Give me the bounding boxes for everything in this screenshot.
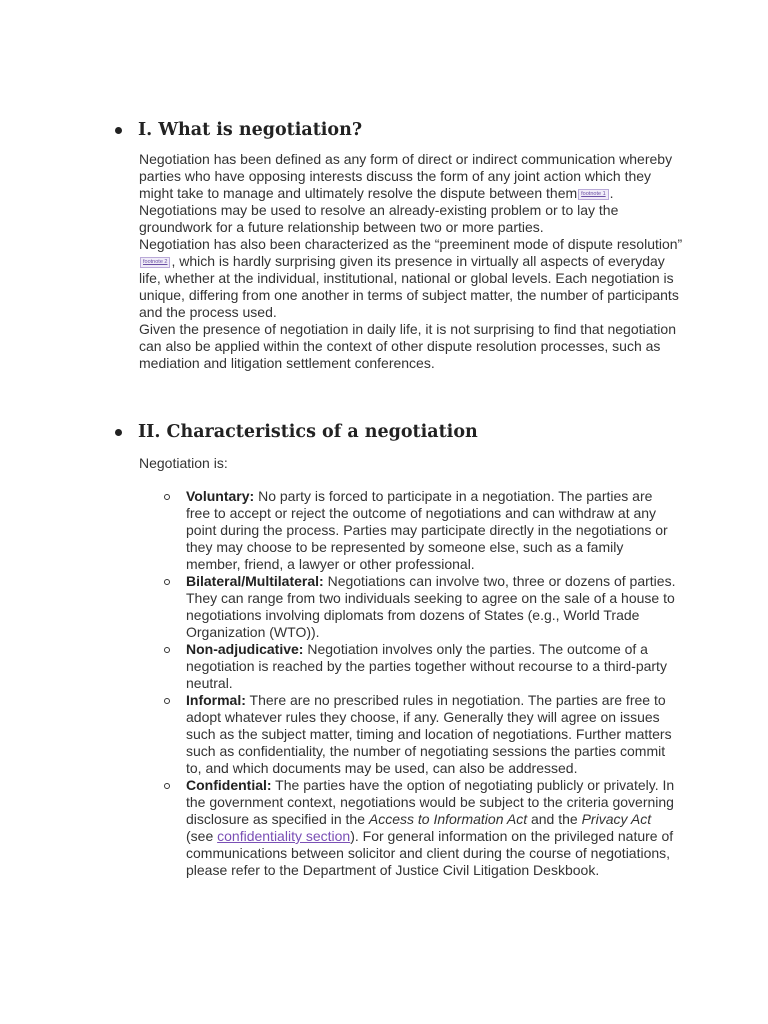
act-name: Access to Information Act	[368, 811, 528, 827]
item-description: (see	[186, 828, 218, 844]
act-name: Privacy Act	[581, 811, 652, 827]
list-item-text	[186, 573, 676, 641]
item-term: Non-adjudicative:	[186, 641, 304, 657]
footnote-link[interactable]: footnote 2	[140, 257, 170, 268]
paragraph-text: , which is hardly surprising given its presence in virtually all aspects of everyday life, whether at the individual, institutional, national or global levels. Each negotiation is unique, differing from one another in terms of subject matter, the number of participants and the process used.	[139, 253, 679, 320]
paragraph-text: . Negotiations may be used to resolve an already-existing problem or to lay the groundwork for a future relationship between two or more parties.	[139, 185, 619, 235]
section-heading: II. Characteristics of a negotiation	[138, 422, 478, 442]
list-item	[0, 573, 768, 641]
section-what-is-negotiation	[0, 118, 768, 371]
item-term: Confidential:	[186, 777, 272, 793]
section-body	[139, 151, 684, 372]
section-heading-row	[0, 420, 768, 446]
characteristics-list	[0, 488, 768, 879]
list-item-text	[186, 488, 676, 573]
item-description: There are no prescribed rules in negotiation. The parties are free to adopt whatever rules they choose, if any. Generally they will agree on issues such as the subject matter, timing and location of negotiations. Further matters such as confidentiality, the number of negotiating sessions the parties commit to, and which documents may be used, can also be addressed.	[186, 692, 672, 776]
item-description: and the	[527, 811, 582, 827]
list-item-text	[186, 777, 676, 879]
footnote-link[interactable]: footnote 1	[578, 189, 608, 200]
paragraph	[139, 236, 684, 321]
confidentiality-section-link[interactable]: confidentiality section	[217, 828, 351, 844]
section-intro: Negotiation is:	[139, 455, 228, 471]
paragraph	[139, 151, 684, 236]
circle-bullet-icon	[164, 698, 170, 704]
disc-bullet-icon	[115, 429, 122, 436]
item-term: Voluntary:	[186, 488, 255, 504]
list-item	[0, 692, 768, 777]
item-description: Negotiations can involve two, three or dozens of parties. They can range from two individuals seeking to agree on the sale of a house to negotiations involving diplomats from dozens of States (e.g., World Trade Organization (WTO)).	[186, 573, 676, 640]
list-item-text	[186, 641, 676, 692]
item-description: No party is forced to participate in a negotiation. The parties are free to accept or reject the outcome of negotiations and can withdraw at any point during the process. Parties may participate directly in the negotiations or they may choose to be represented by someone else, such as a family member, friend, a lawyer or other professional.	[186, 488, 668, 572]
circle-bullet-icon	[164, 783, 170, 789]
paragraph-text: Negotiation has also been characterized as the “preeminent mode of dispute resolution”	[139, 236, 683, 252]
list-item	[0, 777, 768, 879]
circle-bullet-icon	[164, 494, 170, 500]
paragraph-text: Negotiation has been defined as any form of direct or indirect communication whereby parties who have opposing interests discuss the form of any joint action which they might take to manage and ultimately resolve the dispute between them	[139, 151, 673, 201]
circle-bullet-icon	[164, 647, 170, 653]
item-description: The parties have the option of negotiating publicly or privately. In the government context, negotiations would be subject to the criteria governing disclosure as specified in the	[186, 777, 675, 827]
item-term: Bilateral/Multilateral:	[186, 573, 324, 589]
section-heading-row	[0, 118, 768, 144]
item-description: ). For general information on the privileged nature of communications between solicitor and client during the course of negotiations, please refer to the Department of Justice Civil Litigation Deskbook.	[186, 828, 674, 878]
section-characteristics	[0, 420, 768, 878]
section-heading: I. What is negotiation?	[138, 120, 363, 140]
list-item-text	[186, 692, 676, 777]
paragraph: Given the presence of negotiation in daily life, it is not surprising to find that negotiation can also be applied within the context of other dispute resolution processes, such as mediation and litigation settlement conferences.	[139, 321, 676, 371]
disc-bullet-icon	[115, 127, 122, 134]
circle-bullet-icon	[164, 579, 170, 585]
list-item	[0, 488, 768, 573]
item-description: Negotiation involves only the parties. The outcome of a negotiation is reached by the parties together without recourse to a third-party neutral.	[186, 641, 667, 691]
list-item	[0, 641, 768, 692]
item-term: Informal:	[186, 692, 246, 708]
